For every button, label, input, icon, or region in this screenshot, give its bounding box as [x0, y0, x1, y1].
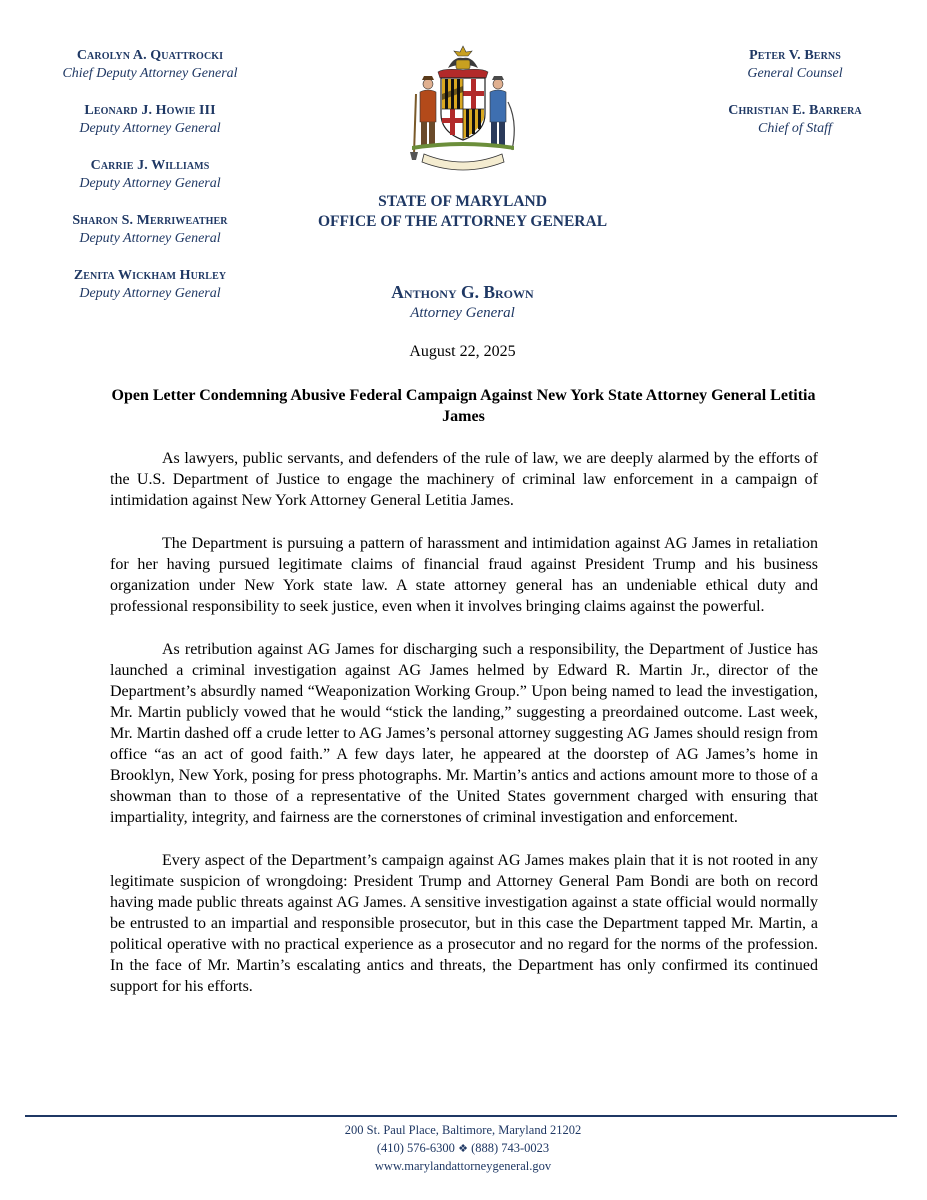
staff-title: General Counsel — [747, 66, 843, 81]
footer-divider — [25, 1115, 897, 1117]
staff-title: Chief Deputy Attorney General — [62, 66, 238, 81]
footer-phones — [263, 1140, 663, 1159]
staff-title: Deputy Attorney General — [79, 286, 221, 301]
body-paragraph: The Department is pursuing a pattern of harassment and intimidation against AG James in retaliation for her having pursued legitimate claims of financial fraud against President Trump and his business organization under New York state law. A state attorney general has an undeniable ethical duty and professional responsibility to seek justice, even when it involves bringing claims against the powerful. — [110, 535, 818, 615]
staff-left-column — [52, 47, 248, 322]
office-name: OFFICE OF THE ATTORNEY GENERAL — [317, 213, 608, 230]
letter-date: August 22, 2025 — [409, 343, 516, 360]
body-paragraph: Every aspect of the Department’s campaign against AG James makes plain that it is not rooted in any legitimate suspicion of wrongdoing: President Trump and Attorney General Pam Bondi are both on record having made public threats against AG James. A sensitive investigation against a state official would normally be entrusted to an impartial and responsible prosecutor, but in this case the Department tapped Mr. Martin, a political operative with no practical experience as a prosecutor and no regard for the norms of the profession. In the face of Mr. Martin’s escalating antics and threats, the Department has only confirmed its continued support for his efforts. — [110, 852, 818, 995]
footer-phone-main: (410) 576-6300 — [376, 1140, 455, 1155]
staff-right-column — [700, 47, 890, 157]
staff-entry — [52, 212, 248, 248]
staff-name: Zenita Wickham Hurley — [73, 268, 227, 283]
staff-name: Peter V. Berns — [749, 48, 841, 63]
staff-title: Deputy Attorney General — [79, 121, 221, 136]
staff-entry — [52, 102, 248, 138]
footer-website: www.marylandattorneygeneral.gov — [374, 1159, 552, 1173]
staff-entry — [52, 47, 248, 83]
diamond-separator-icon: ❖ — [458, 1142, 468, 1155]
staff-title: Chief of Staff — [758, 121, 832, 136]
footer — [263, 1122, 663, 1176]
office-state: STATE OF MARYLAND — [378, 193, 547, 210]
attorney-general-block — [300, 281, 625, 323]
staff-name: Christian E. Barrera — [728, 103, 862, 118]
letter-headline: Open Letter Condemning Abusive Federal Campaign Against New York State Attorney General Letitia James — [111, 387, 816, 425]
body-paragraph: As retribution against AG James for discharging such a responsibility, the Department of Justice has launched a criminal investigation against AG James helmed by Edward R. Martin Jr., director of the Department’s absurdly named “Weaponization Working Group.” Upon being named to lead the investigation, Mr. Martin publicly vowed that he would “stick the landing,” suggesting a preordained outcome. Last week, Mr. Martin dashed off a crude letter to AG James’s personal attorney suggesting AG James should resign from office “as an act of good faith.” A few days later, he appeared at the doorstep of AG James’s home in Brooklyn, New York, posing for press photographs. Mr. Martin’s antics and actions amount more to those of a showman than to those of a representative of the United States government charged with ensuring that impartiality, integrity, and fairness are the cornerstones of criminal investigation and enforcement. — [110, 641, 818, 826]
footer-phone-tollfree: (888) 743-0023 — [471, 1140, 550, 1155]
staff-name: Sharon S. Merriweather — [72, 213, 228, 228]
staff-entry — [52, 267, 248, 303]
staff-entry — [700, 102, 890, 138]
staff-title: Deputy Attorney General — [79, 231, 221, 246]
staff-entry — [700, 47, 890, 83]
footer-address: 200 St. Paul Place, Baltimore, Maryland 21202 — [344, 1123, 582, 1137]
office-heading — [280, 192, 645, 232]
staff-name: Leonard J. Howie III — [84, 103, 216, 118]
attorney-general-name: Anthony G. Brown — [391, 282, 534, 302]
attorney-general-title: Attorney General — [410, 305, 515, 321]
staff-title: Deputy Attorney General — [79, 176, 221, 191]
staff-entry — [52, 157, 248, 193]
body-paragraph: As lawyers, public servants, and defenders of the rule of law, we are deeply alarmed by the efforts of the U.S. Department of Justice to engage the machinery of criminal law enforcement in a campaign of intimidation against New York Attorney General Letitia James. — [110, 450, 818, 509]
staff-name: Carrie J. Williams — [90, 158, 210, 173]
staff-name: Carolyn A. Quattrocki — [76, 48, 224, 63]
maryland-seal-icon — [404, 42, 522, 176]
letter-body — [110, 448, 818, 1019]
